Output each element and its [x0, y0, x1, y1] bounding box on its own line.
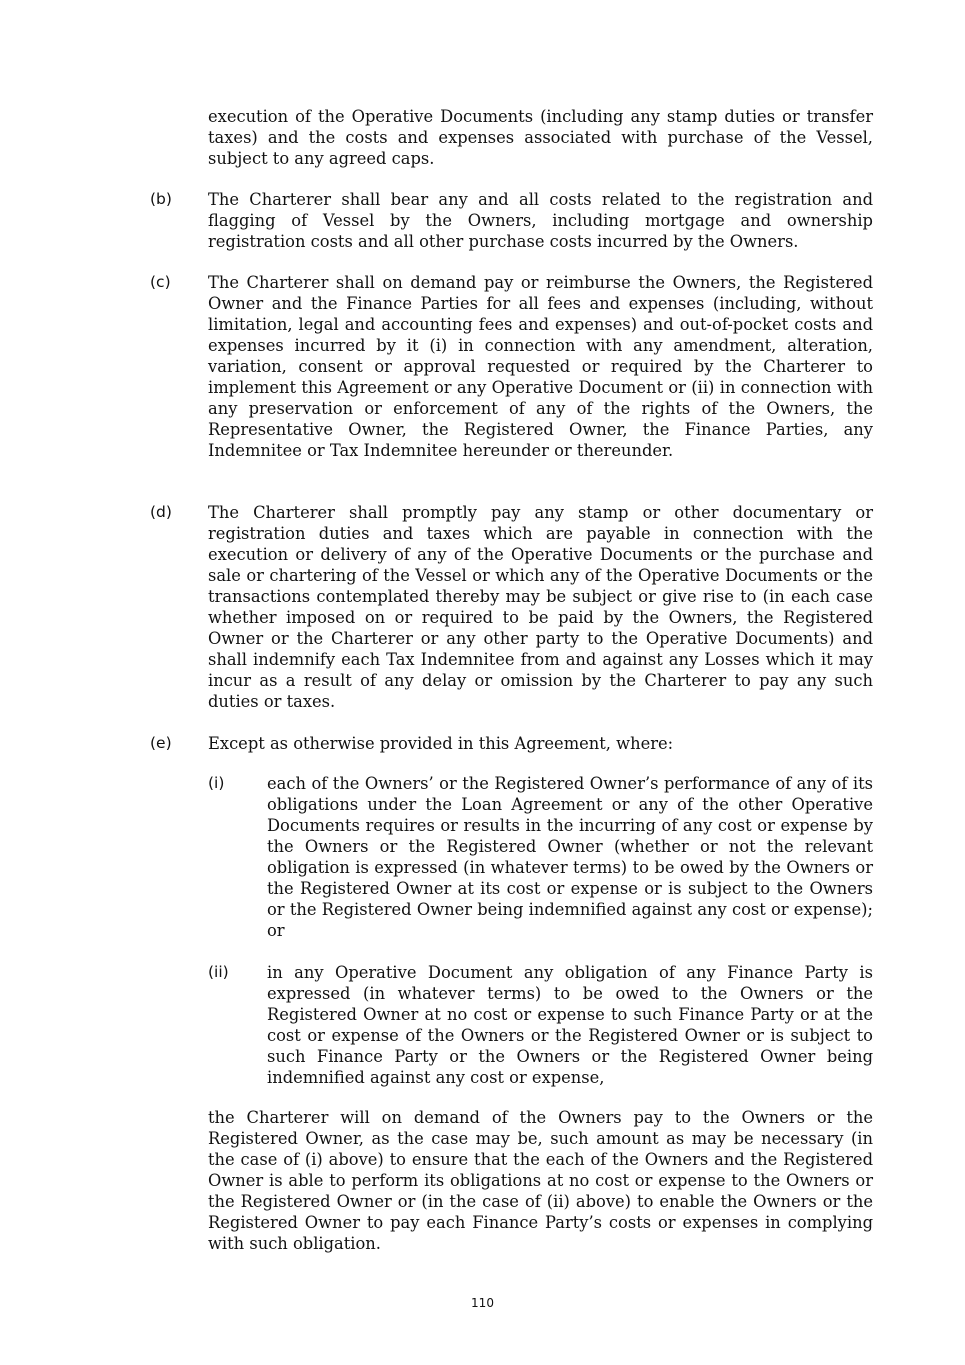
clause-text-d: The Charterer shall promptly pay any stamp or other documentary or registration duties and taxes which are payable in connection with the execution or delivery of any of the Operative Documents or the purchase and sale or chartering of the Vessel or which any of the Operative Documents or the transactions contemplated thereby may be subject or give rise to (in each case whether imposed on or required to be paid by the Owners, the Registered Owner or the Charterer or any other party to the Operative Documents) and shall indemnify each Tax Indemnitee from and against any Losses which it may incur as a result of any delay or omission by the Charterer to pay any such duties or taxes.	[208, 503, 873, 711]
subclause-label-ii: (ii)	[208, 963, 229, 981]
clause-text-b: The Charterer shall bear any and all costs related to the registration and flagging of Vessel by the Owners, including mortgage and ownership registration costs and all other purchase costs incurred by the Owners.	[208, 190, 873, 251]
clause-text-e: Except as otherwise provided in this Agreement, where:	[208, 734, 674, 753]
clause-label-d: (d)	[150, 503, 172, 521]
subclause-text-i: each of the Owners’ or the Registered Owner’s performance of any of its obligations under the Loan Agreement or any of the other Operative Documents requires or results in the incurring of any cost or expense by the Owners or the Registered Owner (whether or not the relevant obligation is expressed (in whatever terms) to be owed by the Owners or the Registered Owner at its cost or expense or is subject to the Owners or the Registered Owner being indemnified against any cost or expense); or	[267, 774, 873, 940]
clause-e-closing-paragraph: the Charterer will on demand of the Owners pay to the Owners or the Registered Owner, as the case may be, such amount as may be necessary (in the case of (i) above) to ensure that the each of the Owners and the Registered Owner is able to perform its obligations at no cost or expense to the Owners or the Registered Owner or (in the case of (ii) above) to enable the Owners or the Registered Owner to pay each Finance Party’s costs or expenses in complying with such obligation.	[208, 1108, 873, 1253]
clause-text-c: The Charterer shall on demand pay or reimburse the Owners, the Registered Owner and the Finance Parties for all fees and expenses (including, without limitation, legal and accounting fees and expenses) and out-of-pocket costs and expenses incurred by it (i) in connection with any amendment, alteration, variation, consent or approval requested or required by the Charterer to implement this Agreement or any Operative Document or (ii) in connection with any preservation or enforcement of any of the rights of the Owners, the Representative Owner, the Registered Owner, the Finance Parties, any Indemnitee or Tax Indemnitee hereunder or thereunder.	[208, 273, 873, 460]
subclause-text-ii: in any Operative Document any obligation of any Finance Party is expressed (in whatever terms) to be owed to the Owners or the Registered Owner at no cost or expense to such Finance Party or at the cost or expense of the Owners or the Registered Owner or is subject to such Finance Party or the Owners or the Registered Owner being indemnified against any cost or expense,	[267, 963, 873, 1087]
continuation-paragraph: execution of the Operative Documents (including any stamp duties or transfer taxes) and the costs and expenses associated with purchase of the Vessel, subject to any agreed caps.	[208, 107, 873, 168]
page-number: 110	[471, 1296, 494, 1310]
clause-label-c: (c)	[150, 273, 171, 291]
clause-label-b: (b)	[150, 190, 172, 208]
subclause-label-i: (i)	[208, 774, 225, 792]
clause-label-e: (e)	[150, 734, 172, 752]
